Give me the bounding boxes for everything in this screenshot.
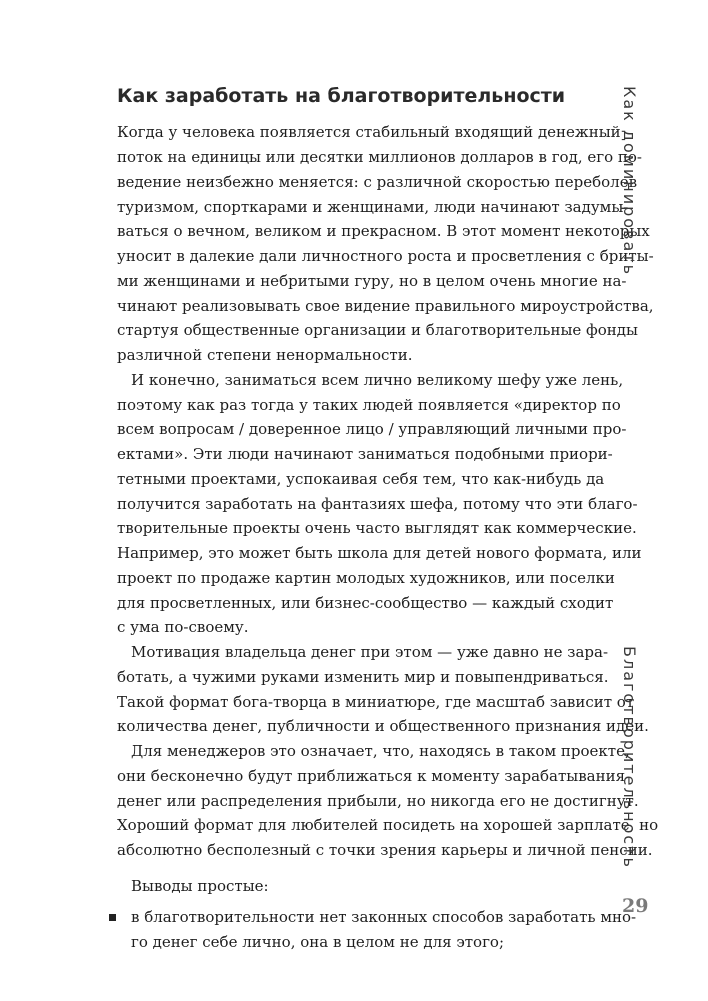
body-line: получится заработать на фантазиях шефа, потому что эти благо- — [117, 495, 638, 513]
body-line: с ума по-своему. — [117, 618, 249, 636]
body-line: ваться о вечном, великом и прекрасном. В этот момент некоторых — [117, 222, 650, 240]
body-line: Такой формат бога-творца в миниатюре, где масштаб зависит от — [117, 693, 635, 711]
body-line: го денег себе лично, она в целом не для этого; — [131, 933, 505, 951]
body-line: Выводы простые: — [131, 877, 269, 895]
body-line: И конечно, заниматься всем лично великому шефу уже лень, — [131, 371, 624, 389]
body-line: стартуя общественные организации и благотворительные фонды — [117, 321, 638, 339]
body-line: денег или распределения прибыли, но никогда его не достигнут. — [117, 792, 639, 810]
bullet-marker — [109, 914, 116, 921]
running-head-label: Как доминировать — [620, 86, 639, 277]
body-line: проект по продаже картин молодых художников, или поселки — [117, 569, 615, 587]
body-line: в благотворительности нет законных способов заработать мно- — [131, 908, 637, 926]
body-line: ведение неизбежно меняется: с различной скоростью переболев — [117, 173, 638, 191]
body-line: Когда у человека появляется стабильный входящий денежный — [117, 123, 621, 141]
body-line: Хороший формат для любителей посидеть на хорошей зарплате, но — [117, 816, 659, 834]
body-line: ектами». Эти люди начинают заниматься подобными приори- — [117, 445, 613, 463]
body-line: ботать, а чужими руками изменить мир и повыпендриваться. — [117, 668, 609, 686]
body-line: уносит в далекие дали личностного роста и просветления с бриты- — [117, 247, 654, 265]
page-heading: Как заработать на благотворительности — [117, 85, 566, 107]
body-line: они бесконечно будут приближаться к моменту зарабатывания — [117, 767, 626, 785]
page-number: 29 — [622, 895, 649, 917]
body-line: творительные проекты очень часто выглядят как коммерческие. — [117, 519, 637, 537]
body-line: Например, это может быть школа для детей нового формата, или — [117, 544, 642, 562]
body-line: различной степени ненормальности. — [117, 346, 413, 364]
body-line: поэтому как раз тогда у таких людей появляется «директор по — [117, 396, 621, 414]
body-line: Мотивация владельца денег при этом — уже давно не зара- — [131, 643, 609, 661]
section-label: Благотворительность — [620, 646, 639, 869]
body-line: поток на единицы или десятки миллионов долларов в год, его по- — [117, 148, 642, 166]
body-line: туризмом, спорткарами и женщинами, люди начинают задумы- — [117, 198, 629, 216]
body-line: количества денег, публичности и общественного признания идеи. — [117, 717, 649, 735]
body-line: чинают реализовывать свое видение правильного мироустройства, — [117, 297, 654, 315]
body-line: всем вопросам / доверенное лицо / управляющий личными про- — [117, 420, 627, 438]
body-line: для просветленных, или бизнес-сообщество — каждый сходит — [117, 594, 614, 612]
body-line: ми женщинами и небритыми гуру, но в целом очень многие на- — [117, 272, 627, 290]
body-line: Для менеджеров это означает, что, находясь в таком проекте, — [131, 742, 630, 760]
body-line: тетными проектами, успокаивая себя тем, что как-нибудь да — [117, 470, 605, 488]
body-line: абсолютно бесполезный с точки зрения карьеры и личной пенсии. — [117, 841, 653, 859]
